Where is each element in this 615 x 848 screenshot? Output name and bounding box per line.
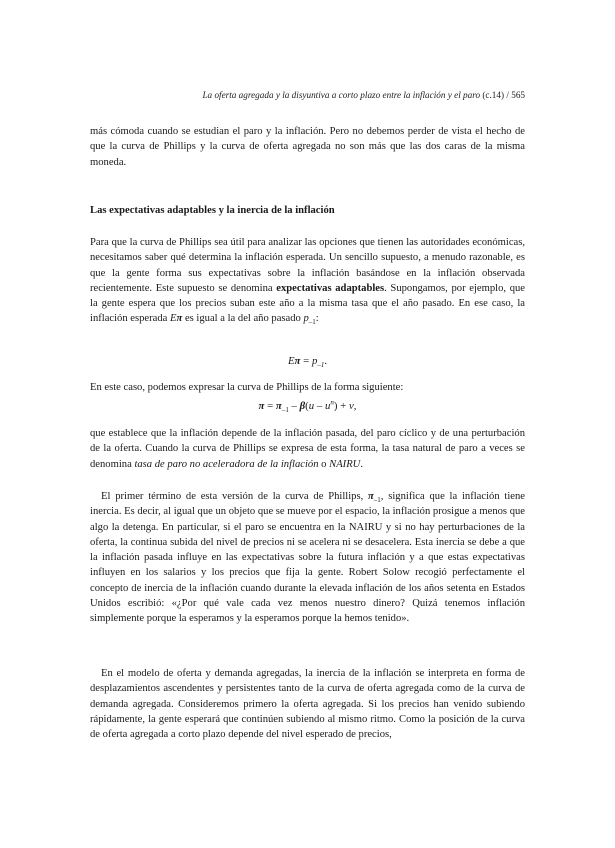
paragraph-nairu: [90, 426, 525, 472]
math-subscript: –1: [308, 318, 316, 327]
text-run: o: [318, 458, 330, 470]
text-run: .: [360, 458, 363, 470]
text-run: es igual a la del año pasado: [182, 313, 304, 325]
math-symbol: E: [170, 313, 177, 325]
paragraph-inertia: [90, 489, 525, 627]
chapter-label: (c.14): [482, 90, 505, 100]
section-heading: Las expectativas adaptables y la inercia de la inflación: [90, 205, 335, 216]
paragraph-aggregate-model: En el modelo de oferta y demanda agregadas, la inercia de la inflación se interpreta en forma de desplazamientos ascendentes y persistentes tanto de la curva de oferta agregada como de la curva de demanda agregada. Consideremos primero la oferta agregada. Si los precios han venido subiendo rápidamente, la gente esperará que continúen subiendo al mismo ritmo. Como la posición de la curva de oferta agregada a corto plazo depende del nivel esperado de precios,: [90, 668, 525, 741]
math-symbol: β: [299, 400, 306, 412]
italic-acronym: NAIRU: [329, 458, 361, 470]
math-operator: +: [337, 400, 349, 412]
paragraph-continuation: más cómoda cuando se estudian el paro y la inflación. Pero no debemos perder de vista el hecho de que la curva de Phillips y la curva de oferta agregada no son más que las dos caras de la misma moneda.: [90, 126, 525, 168]
math-symbol: u: [324, 400, 331, 412]
math-symbol: E: [287, 355, 295, 367]
math-symbol: u: [308, 400, 315, 412]
italic-term: tasa de paro no aceleradora de la inflación: [134, 458, 319, 470]
math-symbol: p: [303, 313, 309, 325]
math-punctuation: ,: [353, 400, 357, 412]
math-punctuation: .: [324, 355, 328, 367]
running-title: La oferta agregada y la disyuntiva a corto plazo entre la inflación y el paro: [202, 90, 481, 100]
math-subscript: –1: [373, 496, 381, 505]
math-symbol: π: [176, 313, 183, 325]
text-run: , significa que la inflación tiene inercia. Es decir, al igual que un objeto que se mueve por el espacio, la inflación prosigue a menos que algo la detenga. En particular, si el paro se encuentra en la NAIRU y si no hay perturbaciones de la oferta, la continua subida del nivel de precios ni se acelera ni se desacelera. Esta inercia se debe a que la inflación pasada influye en las expectativas sobre la futura inflación y a que estas expectativas influyen en los salarios y los precios que fija la gente. Robert Solow recogió perfectamente el concepto de inercia de la inflación cuando durante la elevada inflación de los años setenta en Estados Unidos escribió: «¿Por qué vale cada vez menos nuestro dinero? Quizá tenemos inflación simplemente porque la esperamos y la esperamos porque la hemos tenido».: [90, 491, 525, 625]
running-header: [90, 90, 525, 100]
text-run: El primer término de esta versión de la curva de Phillips,: [101, 491, 368, 502]
math-superscript: n: [330, 398, 334, 407]
math-symbol: π: [275, 400, 282, 412]
paragraph-adaptive-expectations: [90, 235, 525, 327]
equation-expected-inflation: [90, 354, 525, 369]
text-run: que establece que la inflación depende de la inflación pasada, del paro cíclico y de una perturbación de la oferta. Cuando la curva de Phillips se expresa de esta forma, la tasa natural de paro a veces se denomina: [90, 428, 525, 470]
math-symbol: p: [311, 355, 318, 367]
math-paren: (: [305, 400, 309, 412]
paragraph-phillips-form: En este caso, podemos expresar la curva de Phillips de la forma siguiente:: [90, 382, 404, 393]
math-symbol: π: [368, 491, 374, 502]
math-subscript: –1: [281, 406, 289, 415]
math-paren: ): [333, 400, 338, 412]
math-symbol: v: [348, 400, 354, 412]
text-run: . Supongamos, por ejemplo, que la gente espera que los precios suban este año a la misma tasa que el año pasado. En ese caso, la inflación esperada: [90, 282, 525, 325]
math-operator: =: [300, 355, 312, 367]
math-operator: =: [264, 400, 276, 412]
math-operator: –: [314, 400, 325, 412]
text-run: Para que la curva de Phillips sea útil para analizar las opciones que tienen las autoridades económicas, necesitamos saber qué determina la inflación esperada. Un sencillo supuesto, a menudo razonable, es que la gente forma sus expectativas sobre la inflación basándose en la inflación observada recientemente. Este supuesto se denomina: [90, 237, 525, 294]
math-symbol: π: [258, 400, 265, 412]
math-operator: –: [288, 400, 300, 412]
text-run: :: [315, 313, 319, 325]
math-subscript: –1: [317, 361, 325, 370]
key-term: expectativas adaptables: [276, 282, 385, 294]
page-number: 565: [511, 90, 525, 100]
math-symbol: π: [294, 355, 301, 367]
header-separator: /: [504, 90, 512, 100]
equation-phillips-curve: [90, 399, 525, 414]
